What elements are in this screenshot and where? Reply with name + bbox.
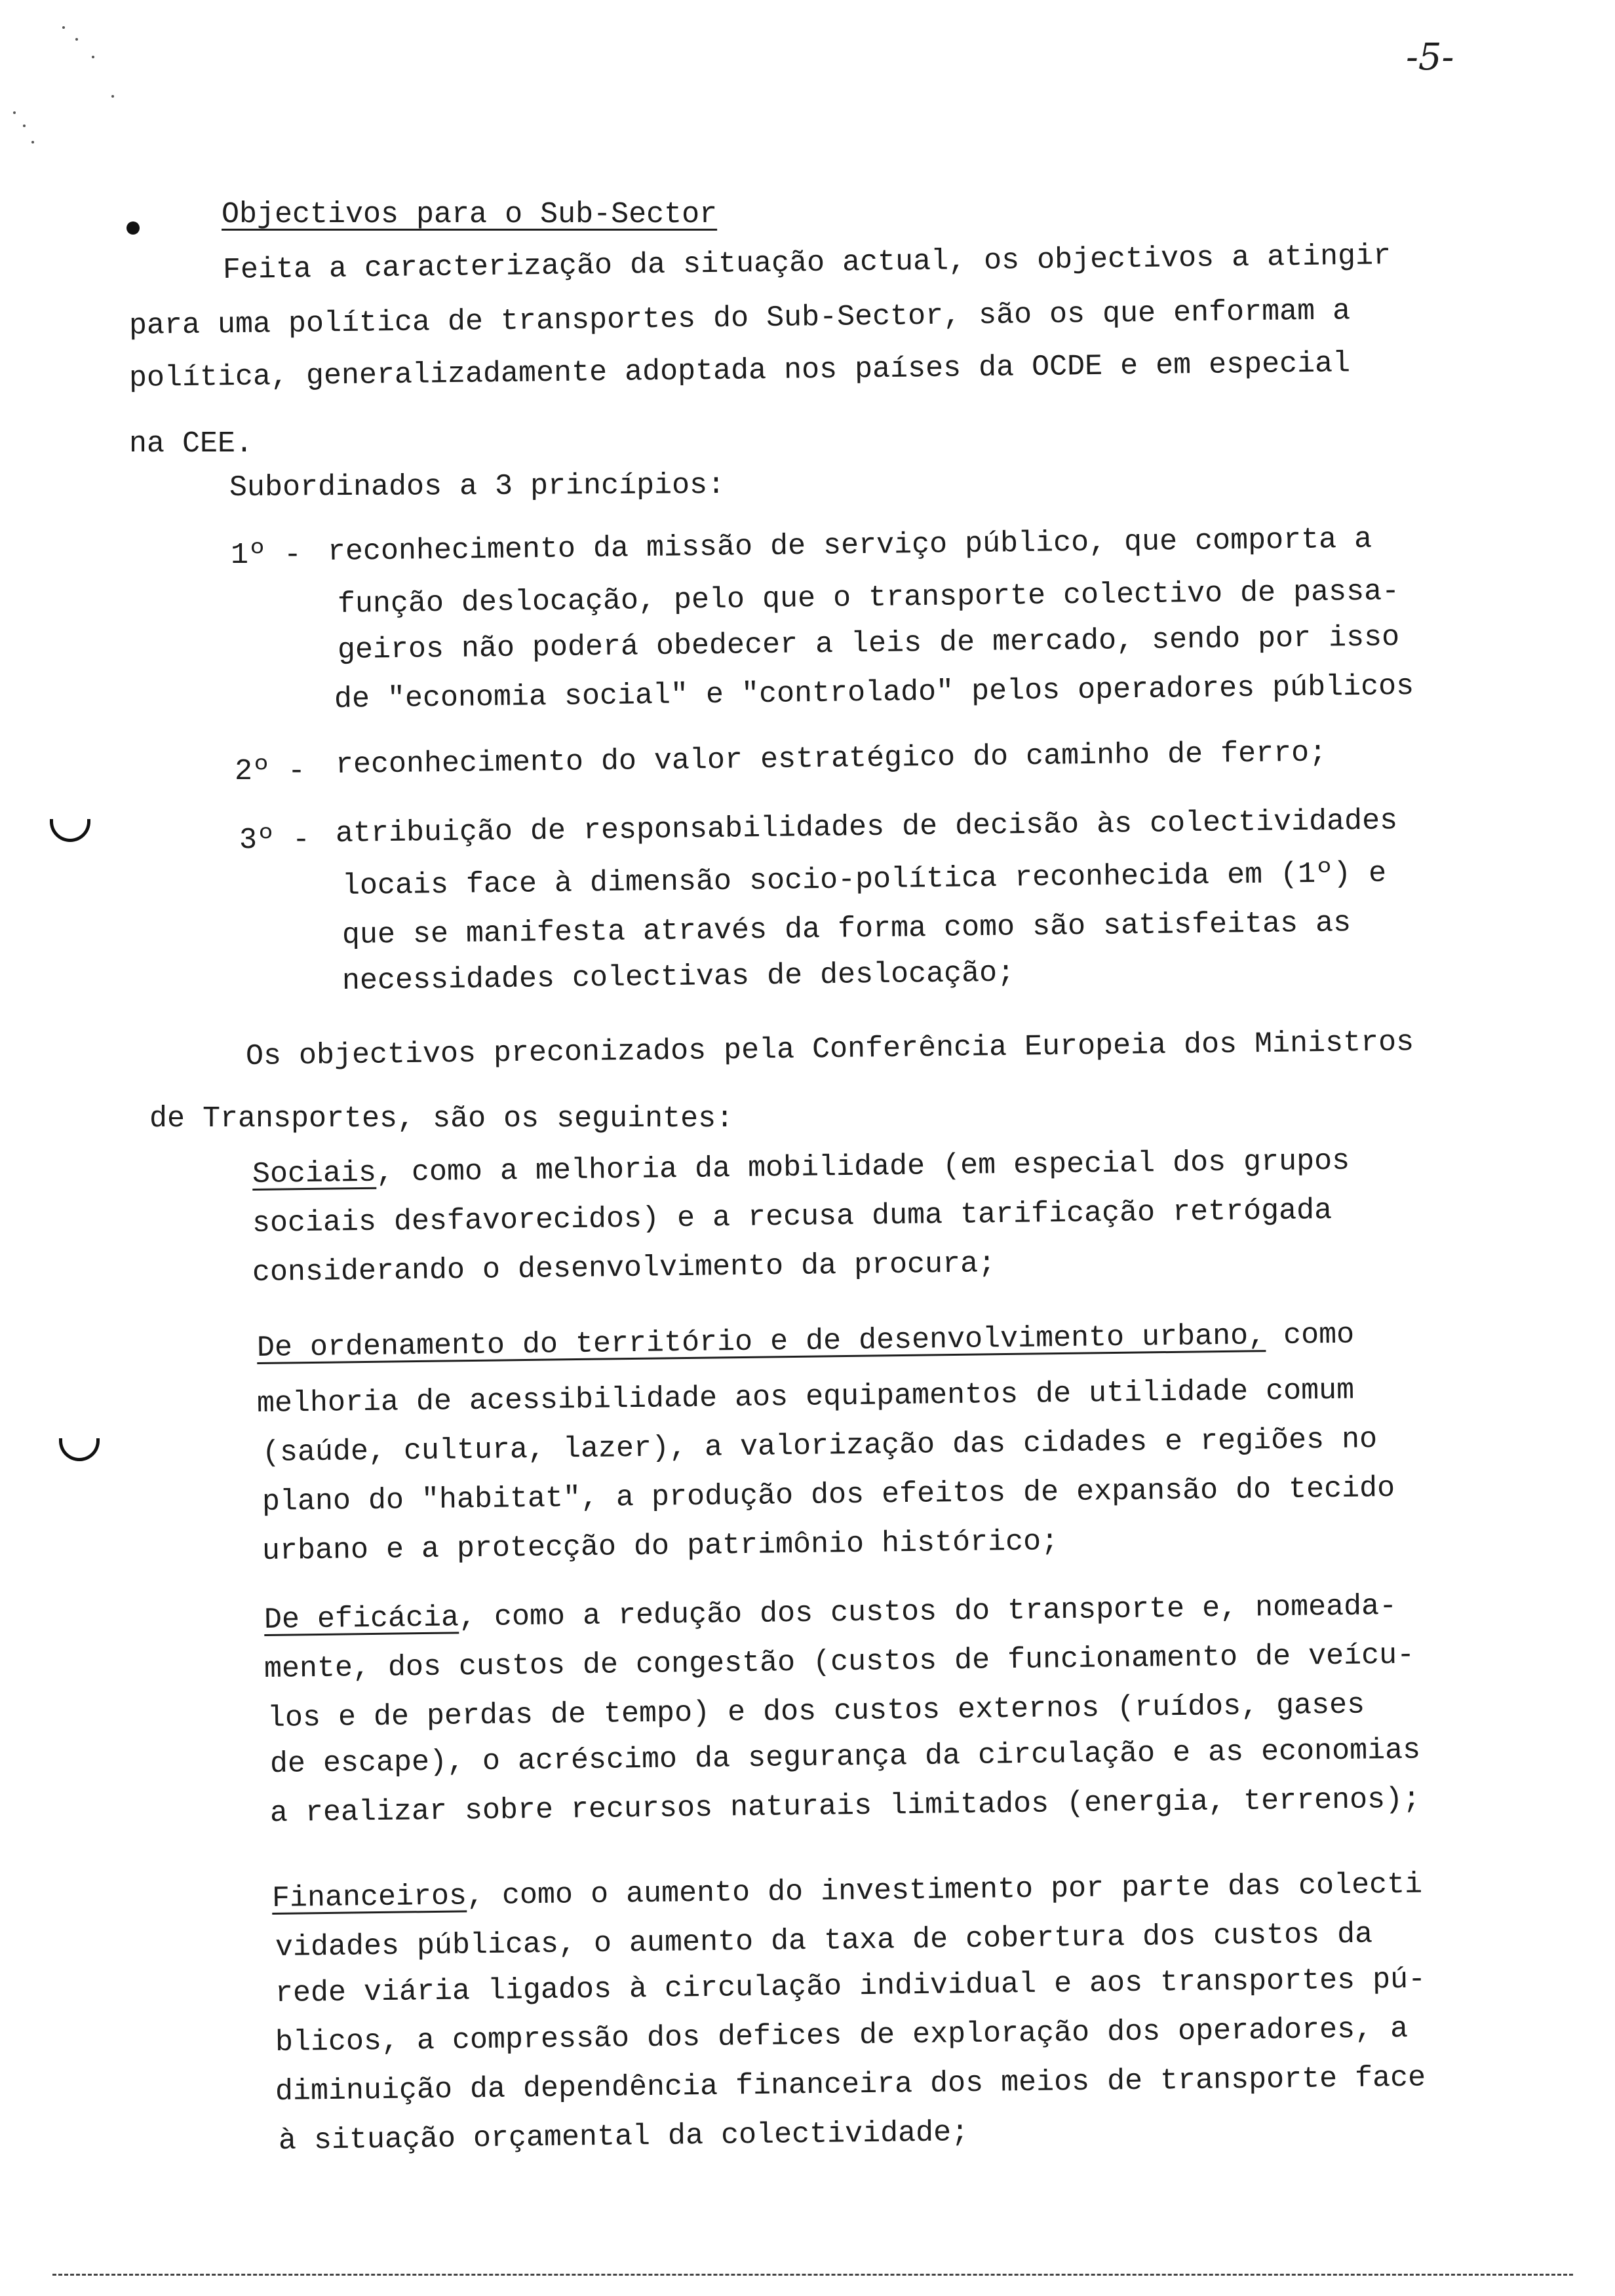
scan-speck (31, 141, 34, 144)
objectives-intro-line: de Transportes, são os seguintes: (149, 1102, 734, 1136)
objective-first-line (257, 1317, 1355, 1367)
objective-text: , como a redução dos custos do transporte e, nomeada- (458, 1589, 1397, 1635)
objective-label: De eficácia (263, 1601, 459, 1637)
objective-line: vidades públicas, o aumento da taxa de cobertura dos custos da (275, 1917, 1373, 1964)
objective-line: à situação orçamental da colectividade; (278, 2116, 969, 2158)
objective-line: urbano e a protecção do patrimônio histórico; (262, 1525, 1059, 1568)
scan-speck (92, 56, 94, 58)
page-bottom-rule (52, 2274, 1573, 2276)
intro-line: Feita a caracterização da situação actual, os objectivos a atingir (222, 239, 1391, 287)
objective-first-line (264, 1588, 1397, 1639)
margin-mark (59, 1438, 100, 1461)
objective-label: Sociais (252, 1156, 377, 1191)
principle-line: de "economia social" e "controlado" pelos operadores públicos (334, 669, 1414, 716)
margin-mark (50, 819, 90, 842)
intro-line: política, generalizadamente adoptada nos países da OCDE e em especial (128, 347, 1351, 395)
principle-line: reconhecimento do valor estratégico do caminho de ferro; (335, 736, 1327, 782)
objectives-intro-line: Os objectivos preconizados pela Conferência Europeia dos Ministros (245, 1025, 1414, 1073)
scan-speck (75, 38, 78, 41)
objective-first-line (272, 1867, 1423, 1917)
principle-number: 2º - (235, 755, 306, 788)
objective-line: considerando o desenvolvimento da procura; (252, 1247, 996, 1290)
objective-line: los e de perdas de tempo) e dos custos externos (ruídos, gases (267, 1688, 1365, 1735)
principle-line: função deslocação, pelo que o transporte colectivo de passa- (337, 575, 1400, 621)
objective-line: plano do "habitat", a produção dos efeitos de expansão do tecido (262, 1471, 1395, 1519)
objective-label: Financeiros (271, 1879, 467, 1915)
section-title: Objectivos para o Sub-Sector (222, 198, 718, 231)
bullet-icon (126, 221, 140, 235)
objective-line: melhoria de acessibilidade aos equipamentos de utilidade comum (256, 1373, 1355, 1421)
intro-line: para uma política de transportes do Sub-Sector, são os que enformam a (128, 294, 1351, 343)
intro-line: na CEE. (129, 427, 254, 461)
objective-first-line (252, 1143, 1350, 1193)
principle-number: 3º - (239, 824, 311, 857)
objective-line: de escape), o acréscimo da segurança da circulação e as economias (269, 1733, 1421, 1781)
scan-speck (23, 124, 26, 127)
principle-line: reconhecimento da missão de serviço público, que comporta a (327, 522, 1372, 569)
principle-line: necessidades colectivas de deslocação; (341, 956, 1015, 998)
objective-line: sociais desfavorecidos) e a recusa duma tarificação retrógada (252, 1193, 1333, 1240)
principle-line: que se manifesta através da forma como são satisfeitas as (341, 906, 1352, 952)
objective-line: (saúde, cultura, lazer), a valorização das cidades e regiões no (262, 1423, 1378, 1470)
objective-line: rede viária ligados à circulação individual e aos transportes pú- (275, 1962, 1426, 2010)
principle-line: geiros não poderá obedecer a leis de mercado, sendo por isso (337, 621, 1400, 667)
objective-line: mente, dos custos de congestão (custos de funcionamento de veícu- (263, 1638, 1415, 1686)
objective-line: diminuição da dependência financeira dos meios de transporte face (275, 2061, 1426, 2109)
objective-text: , como a melhoria da mobilidade (em especial dos grupos (376, 1144, 1350, 1190)
principle-line: atribuição de responsabilidades de decisão às colectividades (335, 804, 1398, 851)
objective-line: a realizar sobre recursos naturais limitados (energia, terrenos); (269, 1782, 1421, 1830)
scan-speck (62, 26, 65, 29)
principles-intro: Subordinados a 3 princípios: (229, 469, 726, 505)
objective-text: , como o aumento do investimento por parte das colecti (466, 1867, 1423, 1913)
objective-label: De ordenamento do território e de desenvolvimento urbano, (256, 1319, 1266, 1365)
objective-line: blicos, a compressão dos defices de exploração dos operadores, a (275, 2012, 1409, 2059)
scan-speck (13, 111, 16, 114)
page-number: -5- (1406, 36, 1454, 79)
objective-text: como (1265, 1318, 1355, 1353)
scan-speck (111, 95, 114, 98)
principle-number: 1º - (231, 539, 302, 572)
principle-line: locais face à dimensão socio-política reconhecida em (1º) e (341, 856, 1387, 903)
